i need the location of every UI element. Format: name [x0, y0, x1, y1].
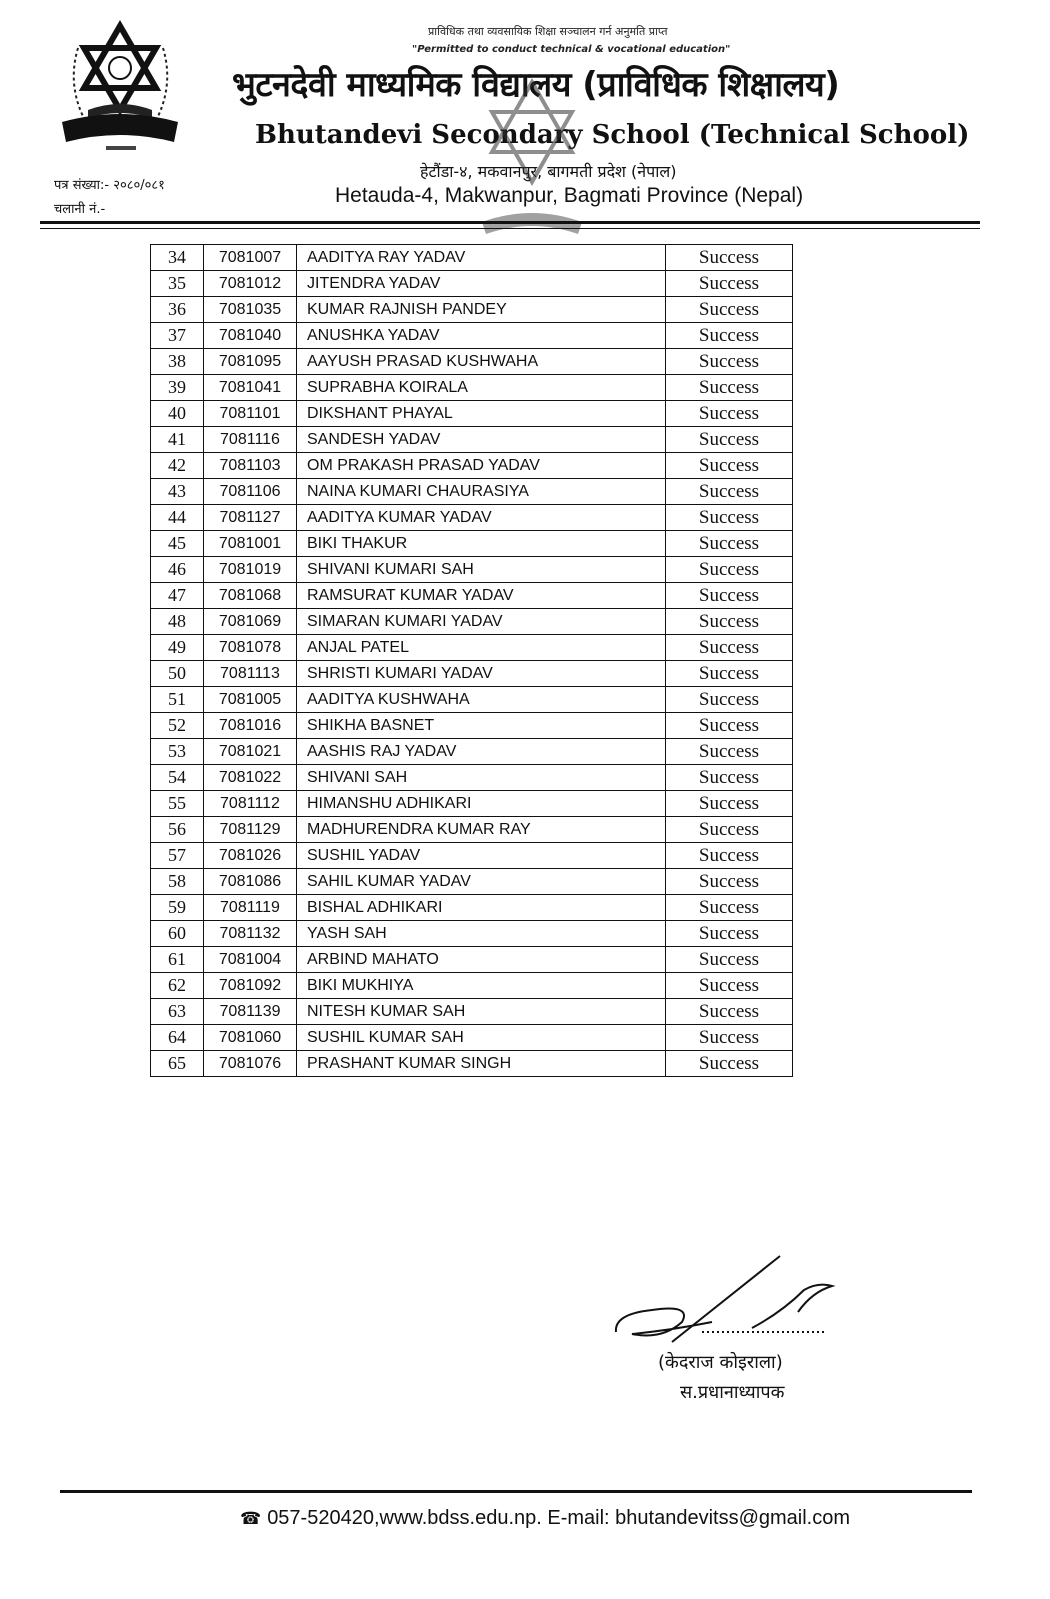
student-name-cell: JITENDRA YADAV — [297, 271, 666, 297]
roll-number-cell: 7081022 — [204, 765, 297, 791]
result-status-cell: Success — [666, 661, 793, 687]
student-name-cell: SUSHIL YADAV — [297, 843, 666, 869]
table-row — [151, 895, 793, 921]
dispatch-number: चलानी नं.- — [54, 202, 106, 217]
roll-number-cell: 7081021 — [204, 739, 297, 765]
result-status-cell: Success — [666, 427, 793, 453]
roll-number-cell: 7081016 — [204, 713, 297, 739]
roll-number-cell: 7081076 — [204, 1051, 297, 1077]
student-name-cell: DIKSHANT PHAYAL — [297, 401, 666, 427]
table-row — [151, 661, 793, 687]
table-row — [151, 687, 793, 713]
reference-number: पत्र संख्या:- २०८०/०८१ — [54, 178, 165, 193]
student-name-cell: SUPRABHA KOIRALA — [297, 375, 666, 401]
result-status-cell: Success — [666, 479, 793, 505]
student-name-cell: SANDESH YADAV — [297, 427, 666, 453]
result-status-cell: Success — [666, 557, 793, 583]
permission-note-nepali: प्राविधिक तथा व्यवसायिक शिक्षा सञ्चालन गर्न अनुमति प्राप्त — [428, 25, 668, 38]
result-status-cell: Success — [666, 947, 793, 973]
table-row — [151, 401, 793, 427]
roll-number-cell: 7081078 — [204, 635, 297, 661]
roll-number-cell: 7081095 — [204, 349, 297, 375]
serial-number-cell: 64 — [151, 1025, 204, 1051]
table-row — [151, 375, 793, 401]
result-status-cell: Success — [666, 921, 793, 947]
result-status-cell: Success — [666, 817, 793, 843]
student-name-cell: SHIKHA BASNET — [297, 713, 666, 739]
roll-number-cell: 7081004 — [204, 947, 297, 973]
result-status-cell: Success — [666, 895, 793, 921]
serial-number-cell: 65 — [151, 1051, 204, 1077]
serial-number-cell: 49 — [151, 635, 204, 661]
serial-number-cell: 38 — [151, 349, 204, 375]
table-row — [151, 505, 793, 531]
result-status-cell: Success — [666, 297, 793, 323]
serial-number-cell: 35 — [151, 271, 204, 297]
table-row — [151, 479, 793, 505]
footer-contact-text: 057-520420,www.bdss.edu.np. E-mail: bhutandevitss@gmail.com — [267, 1507, 851, 1529]
roll-number-cell: 7081012 — [204, 271, 297, 297]
signatory-name: (केदराज कोइराला) — [658, 1352, 783, 1373]
serial-number-cell: 58 — [151, 869, 204, 895]
serial-number-cell: 60 — [151, 921, 204, 947]
roll-number-cell: 7081129 — [204, 817, 297, 843]
serial-number-cell: 46 — [151, 557, 204, 583]
roll-number-cell: 7081005 — [204, 687, 297, 713]
serial-number-cell: 52 — [151, 713, 204, 739]
reference-block — [54, 174, 165, 222]
table-row — [151, 297, 793, 323]
result-status-cell: Success — [666, 1051, 793, 1077]
table-row — [151, 349, 793, 375]
result-status-cell: Success — [666, 531, 793, 557]
school-name-english: Bhutandevi Secondary School (Technical School) — [255, 120, 970, 150]
student-name-cell: ANUSHKA YADAV — [297, 323, 666, 349]
result-status-cell: Success — [666, 453, 793, 479]
roll-number-cell: 7081101 — [204, 401, 297, 427]
table-row — [151, 973, 793, 999]
roll-number-cell: 7081132 — [204, 921, 297, 947]
table-row — [151, 713, 793, 739]
table-row — [151, 843, 793, 869]
student-name-cell: MADHURENDRA KUMAR RAY — [297, 817, 666, 843]
table-row — [151, 817, 793, 843]
table-row — [151, 999, 793, 1025]
student-name-cell: SIMARAN KUMARI YADAV — [297, 609, 666, 635]
roll-number-cell: 7081103 — [204, 453, 297, 479]
table-row — [151, 583, 793, 609]
roll-number-cell: 7081026 — [204, 843, 297, 869]
table-row — [151, 609, 793, 635]
roll-number-cell: 7081035 — [204, 297, 297, 323]
permission-note-english: "Permitted to conduct technical & vocational education" — [412, 44, 731, 55]
serial-number-cell: 61 — [151, 947, 204, 973]
student-name-cell: NITESH KUMAR SAH — [297, 999, 666, 1025]
student-name-cell: KUMAR RAJNISH PANDEY — [297, 297, 666, 323]
result-status-cell: Success — [666, 713, 793, 739]
result-status-cell: Success — [666, 349, 793, 375]
serial-number-cell: 54 — [151, 765, 204, 791]
result-status-cell: Success — [666, 245, 793, 271]
roll-number-cell: 7081040 — [204, 323, 297, 349]
results-table — [150, 244, 793, 1077]
roll-number-cell: 7081116 — [204, 427, 297, 453]
table-row — [151, 921, 793, 947]
roll-number-cell: 7081068 — [204, 583, 297, 609]
roll-number-cell: 7081127 — [204, 505, 297, 531]
header-divider-thick — [40, 221, 980, 224]
table-row — [151, 739, 793, 765]
student-name-cell: SHIVANI SAH — [297, 765, 666, 791]
table-row — [151, 245, 793, 271]
student-name-cell: SHIVANI KUMARI SAH — [297, 557, 666, 583]
roll-number-cell: 7081139 — [204, 999, 297, 1025]
roll-number-cell: 7081119 — [204, 895, 297, 921]
student-name-cell: NAINA KUMARI CHAURASIYA — [297, 479, 666, 505]
school-name-nepali: भुटनदेवी माध्यमिक विद्यालय (प्राविधिक शिक्षालय) — [232, 65, 840, 105]
footer-divider — [60, 1490, 972, 1493]
serial-number-cell: 39 — [151, 375, 204, 401]
roll-number-cell: 7081113 — [204, 661, 297, 687]
result-status-cell: Success — [666, 869, 793, 895]
student-name-cell: BIKI MUKHIYA — [297, 973, 666, 999]
student-name-cell: SAHIL KUMAR YADAV — [297, 869, 666, 895]
roll-number-cell: 7081112 — [204, 791, 297, 817]
roll-number-cell: 7081060 — [204, 1025, 297, 1051]
header-divider-thin — [40, 228, 980, 229]
result-status-cell: Success — [666, 401, 793, 427]
student-name-cell: AASHIS RAJ YADAV — [297, 739, 666, 765]
serial-number-cell: 45 — [151, 531, 204, 557]
roll-number-cell: 7081069 — [204, 609, 297, 635]
table-row — [151, 947, 793, 973]
serial-number-cell: 40 — [151, 401, 204, 427]
result-status-cell: Success — [666, 609, 793, 635]
footer-contact — [240, 1507, 850, 1530]
student-name-cell: PRASHANT KUMAR SINGH — [297, 1051, 666, 1077]
table-row — [151, 635, 793, 661]
telephone-icon: ☎ — [240, 1509, 262, 1528]
result-status-cell: Success — [666, 765, 793, 791]
roll-number-cell: 7081092 — [204, 973, 297, 999]
student-name-cell: AADITYA RAY YADAV — [297, 245, 666, 271]
result-status-cell: Success — [666, 973, 793, 999]
result-status-cell: Success — [666, 687, 793, 713]
result-status-cell: Success — [666, 739, 793, 765]
table-row — [151, 427, 793, 453]
serial-number-cell: 37 — [151, 323, 204, 349]
serial-number-cell: 48 — [151, 609, 204, 635]
serial-number-cell: 57 — [151, 843, 204, 869]
school-logo — [48, 18, 193, 163]
serial-number-cell: 50 — [151, 661, 204, 687]
student-name-cell: BISHAL ADHIKARI — [297, 895, 666, 921]
student-name-cell: AADITYA KUMAR YADAV — [297, 505, 666, 531]
roll-number-cell: 7081041 — [204, 375, 297, 401]
table-row — [151, 271, 793, 297]
student-name-cell: AAYUSH PRASAD KUSHWAHA — [297, 349, 666, 375]
school-seal-stamp — [462, 72, 602, 242]
serial-number-cell: 36 — [151, 297, 204, 323]
roll-number-cell: 7081106 — [204, 479, 297, 505]
student-name-cell: BIKI THAKUR — [297, 531, 666, 557]
roll-number-cell: 7081001 — [204, 531, 297, 557]
serial-number-cell: 47 — [151, 583, 204, 609]
result-status-cell: Success — [666, 505, 793, 531]
table-row — [151, 1025, 793, 1051]
serial-number-cell: 34 — [151, 245, 204, 271]
serial-number-cell: 56 — [151, 817, 204, 843]
table-row — [151, 1051, 793, 1077]
student-name-cell: SUSHIL KUMAR SAH — [297, 1025, 666, 1051]
result-status-cell: Success — [666, 323, 793, 349]
result-status-cell: Success — [666, 271, 793, 297]
table-row — [151, 453, 793, 479]
student-name-cell: HIMANSHU ADHIKARI — [297, 791, 666, 817]
student-name-cell: YASH SAH — [297, 921, 666, 947]
student-name-cell: OM PRAKASH PRASAD YADAV — [297, 453, 666, 479]
table-row — [151, 531, 793, 557]
table-row — [151, 869, 793, 895]
results-table-body — [151, 245, 793, 1077]
serial-number-cell: 43 — [151, 479, 204, 505]
serial-number-cell: 51 — [151, 687, 204, 713]
result-status-cell: Success — [666, 999, 793, 1025]
serial-number-cell: 44 — [151, 505, 204, 531]
table-row — [151, 557, 793, 583]
table-row — [151, 791, 793, 817]
student-name-cell: ANJAL PATEL — [297, 635, 666, 661]
serial-number-cell: 53 — [151, 739, 204, 765]
result-status-cell: Success — [666, 1025, 793, 1051]
serial-number-cell: 59 — [151, 895, 204, 921]
result-status-cell: Success — [666, 635, 793, 661]
table-row — [151, 323, 793, 349]
student-name-cell: AADITYA KUSHWAHA — [297, 687, 666, 713]
table-row — [151, 765, 793, 791]
result-status-cell: Success — [666, 375, 793, 401]
serial-number-cell: 63 — [151, 999, 204, 1025]
result-status-cell: Success — [666, 583, 793, 609]
principal-signature — [612, 1252, 842, 1352]
roll-number-cell: 7081007 — [204, 245, 297, 271]
serial-number-cell: 62 — [151, 973, 204, 999]
result-status-cell: Success — [666, 843, 793, 869]
serial-number-cell: 41 — [151, 427, 204, 453]
student-name-cell: SHRISTI KUMARI YADAV — [297, 661, 666, 687]
roll-number-cell: 7081086 — [204, 869, 297, 895]
address-nepali: हेटौंडा-४, मकवानपुर, बागमती प्रदेश (नेपाल) — [420, 162, 677, 181]
address-english: Hetauda-4, Makwanpur, Bagmati Province (Nepal) — [335, 184, 804, 207]
serial-number-cell: 42 — [151, 453, 204, 479]
roll-number-cell: 7081019 — [204, 557, 297, 583]
serial-number-cell: 55 — [151, 791, 204, 817]
student-name-cell: ARBIND MAHATO — [297, 947, 666, 973]
result-status-cell: Success — [666, 791, 793, 817]
signatory-title: स.प्रधानाध्यापक — [680, 1382, 785, 1403]
student-name-cell: RAMSURAT KUMAR YADAV — [297, 583, 666, 609]
